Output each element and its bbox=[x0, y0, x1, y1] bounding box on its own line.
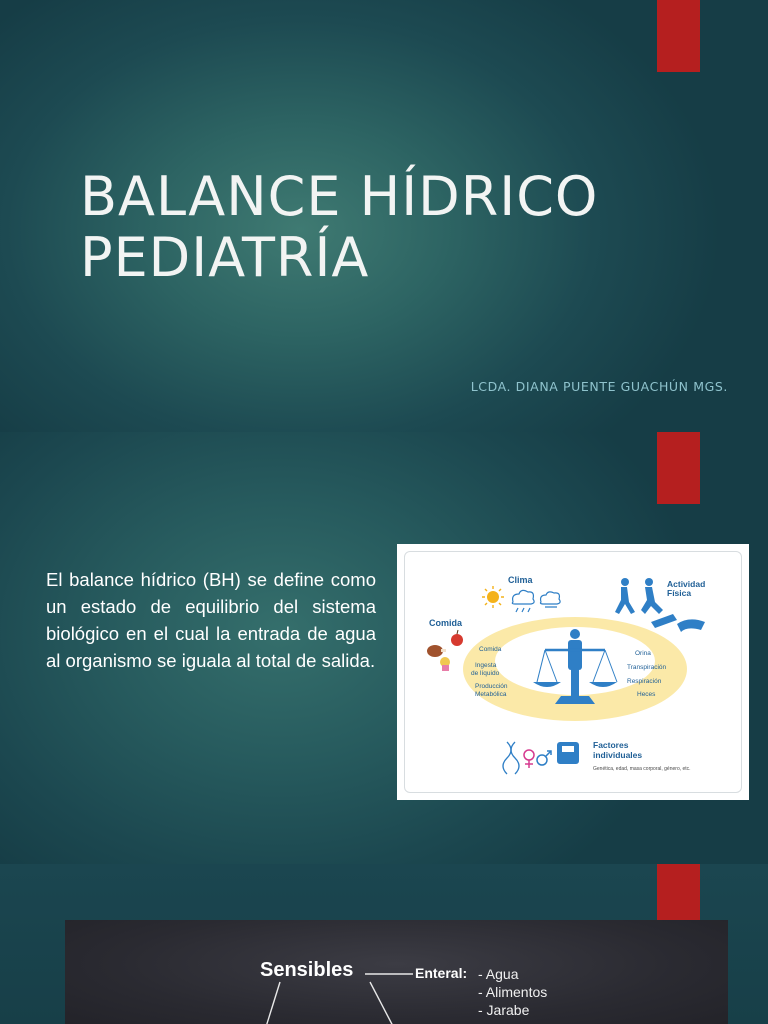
sensibles-slide bbox=[0, 864, 768, 1024]
weight-scale-icon bbox=[557, 742, 579, 764]
factores-detail: Genética, edad, masa corporal, género, etc. bbox=[593, 766, 691, 772]
meat-icon bbox=[427, 645, 446, 657]
left-item-metabolica: Metabólica bbox=[475, 691, 507, 698]
accent-bar bbox=[657, 0, 700, 72]
clima-label: Clima bbox=[508, 575, 533, 585]
list-item: - Alimentos bbox=[478, 984, 548, 1000]
list-item: - Agua bbox=[478, 966, 519, 982]
pan-right-label: Pérdidas bbox=[596, 687, 612, 692]
sun-icon bbox=[482, 586, 504, 608]
actividad-label: Actividad Física bbox=[667, 579, 706, 598]
title-slide bbox=[0, 0, 768, 432]
right-item-heces: Heces bbox=[637, 691, 656, 698]
enteral-list bbox=[478, 965, 547, 1019]
factores-label: Factores individuales bbox=[593, 740, 643, 760]
enteral-label: Enteral: bbox=[415, 965, 468, 981]
water-balance-figure bbox=[397, 544, 749, 800]
left-item-comida: Comida bbox=[479, 646, 502, 653]
author-subtitle: LCDA. DIANA PUENTE GUACHÚN MGS. bbox=[470, 379, 728, 394]
definition-text: El balance hídrico (BH) se define como un estado de equilibrio del sistema biológico en el cual la entrada de agua al organismo se iguala al total de salida. bbox=[46, 569, 376, 671]
title-line-1: BALANCE HÍDRICO bbox=[80, 165, 599, 228]
left-item-liquido: de líquido bbox=[471, 670, 500, 677]
slide-title bbox=[80, 166, 720, 288]
pan-left-label: Ingresos bbox=[539, 687, 555, 692]
cloud-icon bbox=[540, 592, 560, 607]
chalk-connectors bbox=[65, 920, 728, 1024]
right-item-transpiracion: Transpiración bbox=[627, 664, 667, 671]
dna-icon bbox=[503, 742, 519, 774]
left-item-produccion: Producción bbox=[475, 683, 508, 690]
accent-bar bbox=[657, 432, 700, 504]
definition-slide bbox=[0, 432, 768, 864]
comida-label: Comida bbox=[429, 618, 463, 628]
right-item-orina: Orina bbox=[635, 650, 651, 657]
right-item-respiracion: Respiración bbox=[627, 678, 662, 685]
title-line-2: PEDIATRÍA bbox=[80, 226, 370, 289]
rain-cloud-icon bbox=[512, 590, 534, 612]
gender-icon bbox=[524, 750, 551, 768]
left-item-ingesta: Ingesta bbox=[475, 662, 497, 669]
sensibles-heading: Sensibles bbox=[260, 959, 354, 981]
chalkboard-diagram bbox=[65, 920, 728, 1024]
list-item: - Jarabe bbox=[478, 1002, 530, 1018]
